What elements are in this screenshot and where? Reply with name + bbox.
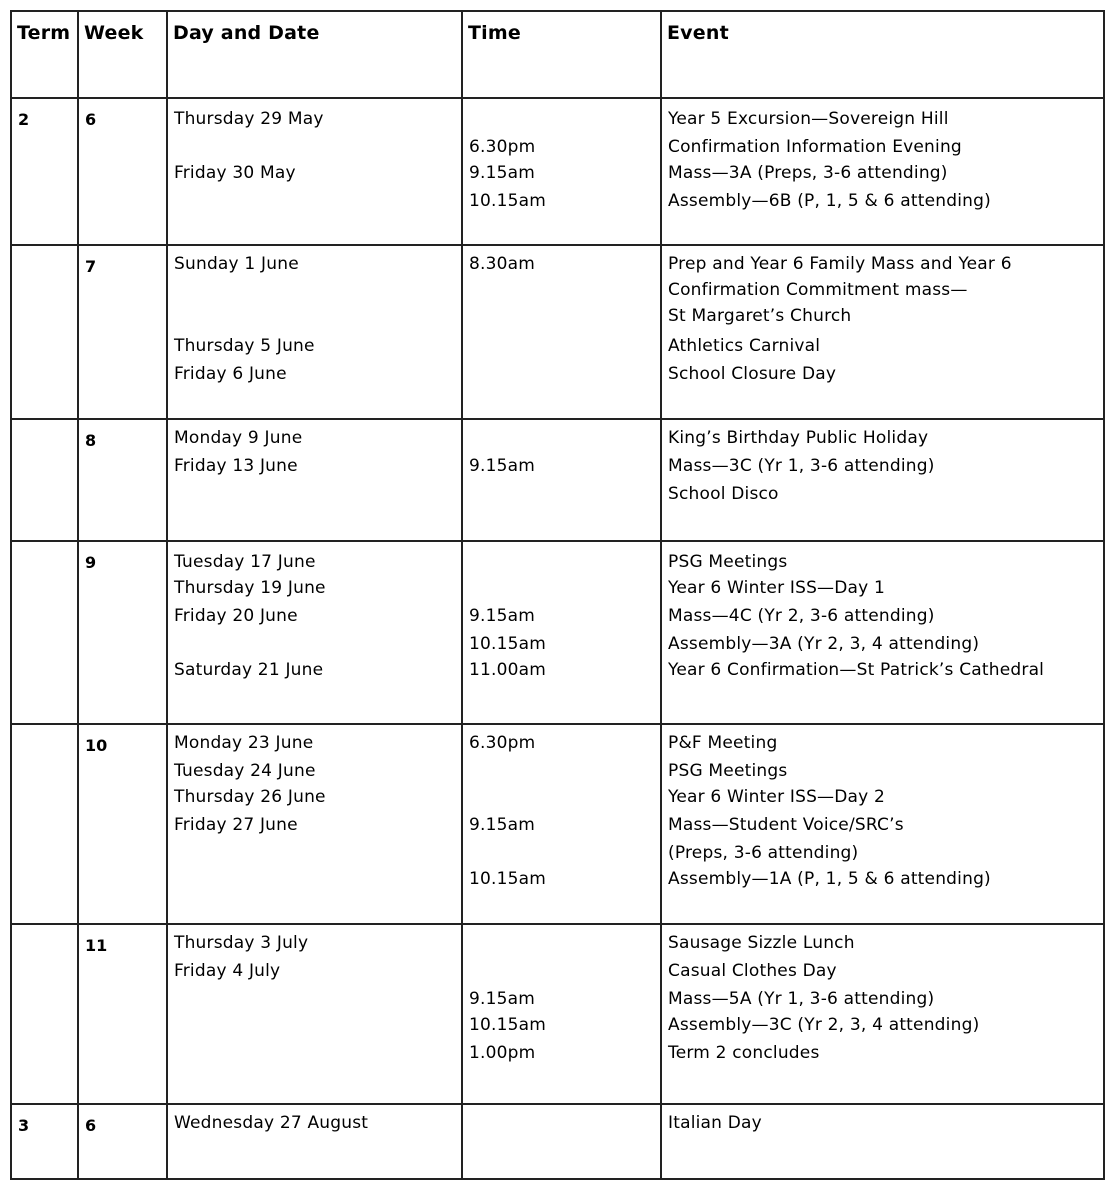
event-cell xyxy=(662,725,1105,923)
time-cell xyxy=(463,925,662,1103)
time-text: 10.15am xyxy=(469,1015,547,1035)
day-date-text: Monday 9 June xyxy=(174,428,303,448)
event-cell xyxy=(662,542,1105,723)
time-cell xyxy=(463,246,662,418)
term-cell xyxy=(10,925,79,1103)
event-text: Confirmation Commitment mass— xyxy=(668,280,968,300)
table-body xyxy=(10,99,1105,1180)
day-date-text: Friday 30 May xyxy=(174,163,296,183)
week-cell xyxy=(79,99,168,244)
day-date-text: Thursday 29 May xyxy=(174,109,324,129)
day-date-text: Wednesday 27 August xyxy=(174,1113,369,1133)
week-number: 6 xyxy=(85,110,97,129)
table-row xyxy=(10,246,1105,420)
week-cell xyxy=(79,246,168,418)
event-text: Mass—4C (Yr 2, 3-6 attending) xyxy=(668,606,935,626)
day-date-cell xyxy=(168,925,463,1103)
time-text: 6.30pm xyxy=(469,733,536,753)
event-text: Year 5 Excursion—Sovereign Hill xyxy=(668,109,949,129)
event-text: Year 6 Confirmation—St Patrick’s Cathedral xyxy=(668,660,1045,680)
term-cell xyxy=(10,246,79,418)
week-cell xyxy=(79,925,168,1103)
event-text: Sausage Sizzle Lunch xyxy=(668,933,855,953)
week-number: 11 xyxy=(85,936,108,955)
day-date-cell xyxy=(168,542,463,723)
table-row xyxy=(10,99,1105,246)
day-date-cell xyxy=(168,246,463,418)
time-cell xyxy=(463,542,662,723)
event-text: Year 6 Winter ISS—Day 1 xyxy=(668,578,886,598)
event-text: Mass—3C (Yr 1, 3-6 attending) xyxy=(668,456,935,476)
event-text: Assembly—6B (P, 1, 5 & 6 attending) xyxy=(668,191,991,211)
week-number: 10 xyxy=(85,736,108,755)
day-date-cell xyxy=(168,99,463,244)
event-text: P&F Meeting xyxy=(668,733,778,753)
time-cell xyxy=(463,725,662,923)
week-cell xyxy=(79,725,168,923)
day-date-text: Friday 27 June xyxy=(174,815,298,835)
event-cell xyxy=(662,1105,1105,1178)
event-text: Mass—3A (Preps, 3-6 attending) xyxy=(668,163,948,183)
header-cell-term xyxy=(10,12,79,97)
term-cell xyxy=(10,1105,79,1178)
event-text: Confirmation Information Evening xyxy=(668,137,962,157)
event-text: Term 2 concludes xyxy=(668,1043,820,1063)
header-term: Term xyxy=(17,22,71,44)
table-row xyxy=(10,925,1105,1105)
time-text: 10.15am xyxy=(469,869,547,889)
day-date-text: Tuesday 24 June xyxy=(174,761,316,781)
time-cell xyxy=(463,1105,662,1178)
time-text: 6.30pm xyxy=(469,137,536,157)
event-cell xyxy=(662,925,1105,1103)
event-text: PSG Meetings xyxy=(668,761,788,781)
event-text: Mass—Student Voice/SRC’s xyxy=(668,815,904,835)
event-text: Assembly—1A (P, 1, 5 & 6 attending) xyxy=(668,869,991,889)
time-cell xyxy=(463,99,662,244)
header-cell-time xyxy=(463,12,662,97)
week-cell xyxy=(79,542,168,723)
time-text: 9.15am xyxy=(469,815,536,835)
day-date-text: Friday 4 July xyxy=(174,961,281,981)
event-text: Italian Day xyxy=(668,1113,762,1133)
week-number: 6 xyxy=(85,1116,97,1135)
term-cell xyxy=(10,542,79,723)
event-text: Casual Clothes Day xyxy=(668,961,837,981)
event-cell xyxy=(662,99,1105,244)
event-text: (Preps, 3-6 attending) xyxy=(668,843,859,863)
table-row xyxy=(10,420,1105,542)
time-text: 9.15am xyxy=(469,606,536,626)
event-text: Athletics Carnival xyxy=(668,336,821,356)
header-day-date: Day and Date xyxy=(173,22,320,44)
day-date-text: Saturday 21 June xyxy=(174,660,324,680)
event-cell xyxy=(662,246,1105,418)
event-text: St Margaret’s Church xyxy=(668,306,852,326)
day-date-text: Thursday 26 June xyxy=(174,787,326,807)
event-text: Mass—5A (Yr 1, 3-6 attending) xyxy=(668,989,935,1009)
term-cell xyxy=(10,420,79,540)
day-date-text: Thursday 5 June xyxy=(174,336,315,356)
event-text: King’s Birthday Public Holiday xyxy=(668,428,929,448)
term-number: 3 xyxy=(18,1116,30,1135)
event-text: School Disco xyxy=(668,484,779,504)
calendar-table xyxy=(10,10,1105,1180)
header-row xyxy=(10,10,1105,99)
time-text: 10.15am xyxy=(469,191,547,211)
table-row xyxy=(10,725,1105,925)
time-text: 11.00am xyxy=(469,660,547,680)
event-text: Assembly—3C (Yr 2, 3, 4 attending) xyxy=(668,1015,980,1035)
time-text: 9.15am xyxy=(469,989,536,1009)
day-date-text: Monday 23 June xyxy=(174,733,314,753)
event-text: Year 6 Winter ISS—Day 2 xyxy=(668,787,886,807)
day-date-text: Friday 20 June xyxy=(174,606,298,626)
header-cell-day-date xyxy=(168,12,463,97)
event-text: PSG Meetings xyxy=(668,552,788,572)
day-date-text: Tuesday 17 June xyxy=(174,552,316,572)
day-date-text: Friday 13 June xyxy=(174,456,298,476)
time-text: 8.30am xyxy=(469,254,536,274)
event-text: School Closure Day xyxy=(668,364,837,384)
day-date-cell xyxy=(168,420,463,540)
event-cell xyxy=(662,420,1105,540)
header-cell-event xyxy=(662,12,1105,97)
event-text: Assembly—3A (Yr 2, 3, 4 attending) xyxy=(668,634,980,654)
time-text: 10.15am xyxy=(469,634,547,654)
time-text: 9.15am xyxy=(469,163,536,183)
week-number: 8 xyxy=(85,431,97,450)
week-number: 7 xyxy=(85,257,97,276)
day-date-cell xyxy=(168,725,463,923)
day-date-text: Friday 6 June xyxy=(174,364,287,384)
day-date-cell xyxy=(168,1105,463,1178)
term-cell xyxy=(10,725,79,923)
time-text: 9.15am xyxy=(469,456,536,476)
header-week: Week xyxy=(84,22,144,44)
term-cell xyxy=(10,99,79,244)
header-time: Time xyxy=(468,22,521,44)
week-cell xyxy=(79,420,168,540)
table-row xyxy=(10,542,1105,725)
time-text: 1.00pm xyxy=(469,1043,536,1063)
week-number: 9 xyxy=(85,553,97,572)
week-cell xyxy=(79,1105,168,1178)
header-cell-week xyxy=(79,12,168,97)
event-text: Prep and Year 6 Family Mass and Year 6 xyxy=(668,254,1012,274)
header-event: Event xyxy=(667,22,729,44)
day-date-text: Thursday 19 June xyxy=(174,578,326,598)
day-date-text: Sunday 1 June xyxy=(174,254,299,274)
table-row xyxy=(10,1105,1105,1180)
term-number: 2 xyxy=(18,110,30,129)
time-cell xyxy=(463,420,662,540)
day-date-text: Thursday 3 July xyxy=(174,933,309,953)
